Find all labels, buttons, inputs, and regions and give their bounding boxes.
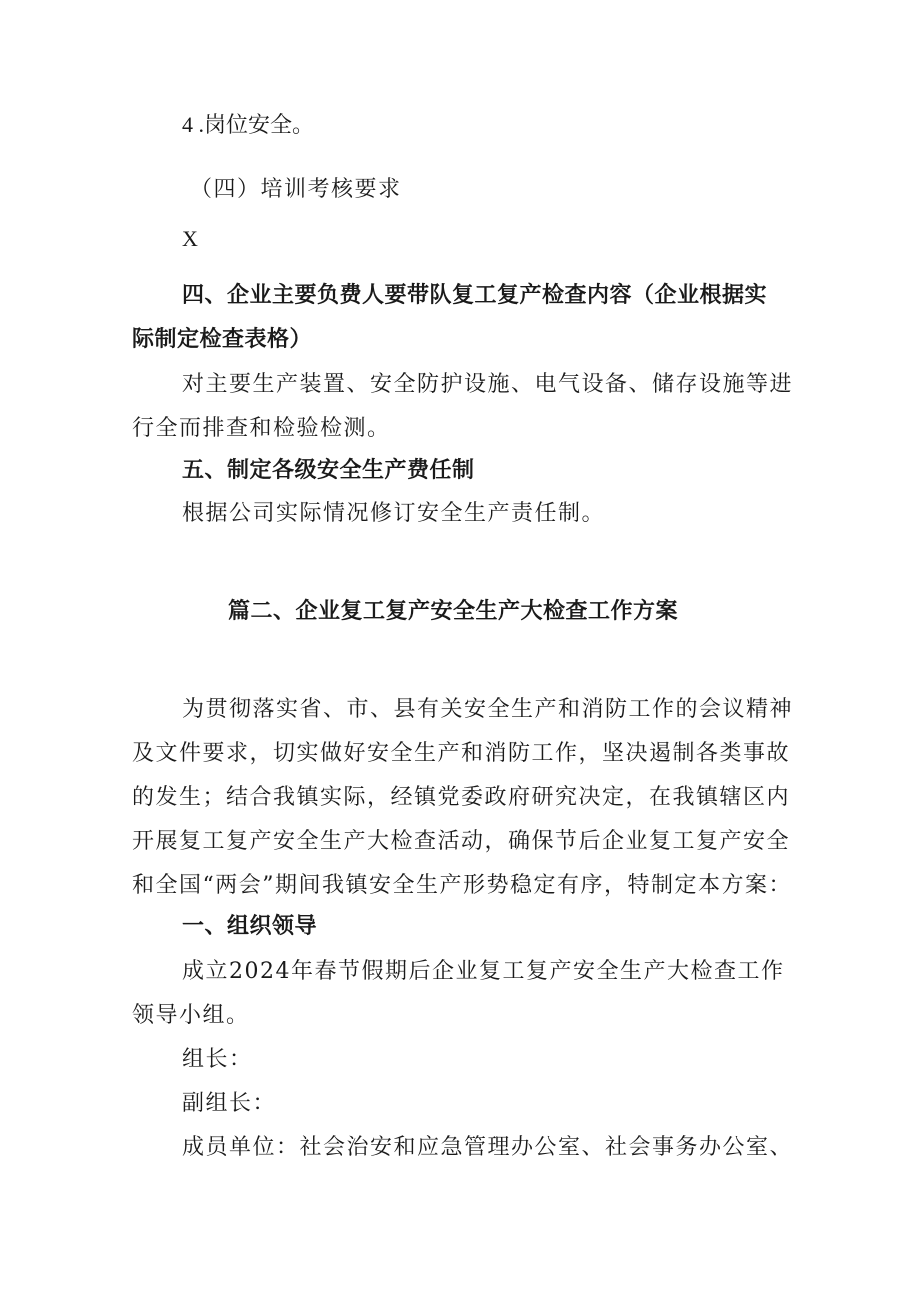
section-1-heading: 一、组织领导: [182, 914, 318, 939]
section-1-body-line2: 领导小组。: [132, 1003, 250, 1028]
section-4-heading-line2: 际制定检查表格）: [132, 327, 313, 352]
section-1-body-line1: 成立2024年春节假期后企业复工复产安全生产大检查工作: [182, 959, 785, 984]
intro-line3: 的发生；结合我镇实际，经镇党委政府研究决定，在我镇辖区内: [132, 785, 791, 810]
section-5-body: 根据公司实际情况修订安全生产责任制。: [182, 501, 606, 526]
section-5-heading: 五、制定各级安全生产费任制: [182, 458, 475, 483]
subsection-4-heading: （四）培训考核要求: [190, 177, 402, 202]
deputy-leader-label: 副组长：: [182, 1091, 277, 1116]
intro-line1: 为贯彻落实省、市、县有关安全生产和消防工作的会议精神: [182, 697, 794, 722]
intro-line5: 和全国“两会”期间我镇安全生产形势稳定有序，特制定本方案：: [132, 873, 792, 898]
part-2-title: 篇二、企业复工复产安全生产大检查工作方案: [228, 599, 679, 624]
member-units-line: 成员单位：社会治安和应急管理办公室、社会事务办公室、: [182, 1135, 794, 1160]
item-4-text: 4 .岗位安全。: [182, 112, 315, 137]
section-4-body-line1: 对主要生产装置、安全防护设施、电气设备、储存设施等进: [182, 372, 794, 397]
section-4-heading-line1: 四、企业主要负费人要带队复工复产检查内容（企业根据实: [182, 283, 768, 308]
intro-line2: 及文件要求，切实做好安全生产和消防工作，坚决遏制各类事故: [132, 741, 791, 766]
section-4-body-line2: 行全而排查和检验检测。: [132, 416, 391, 441]
placeholder-x: X: [182, 226, 198, 251]
group-leader-label: 组长：: [182, 1047, 253, 1072]
intro-line4: 开展复工复产安全生产大检查活动，确保节后企业复工复产安全: [132, 829, 791, 854]
